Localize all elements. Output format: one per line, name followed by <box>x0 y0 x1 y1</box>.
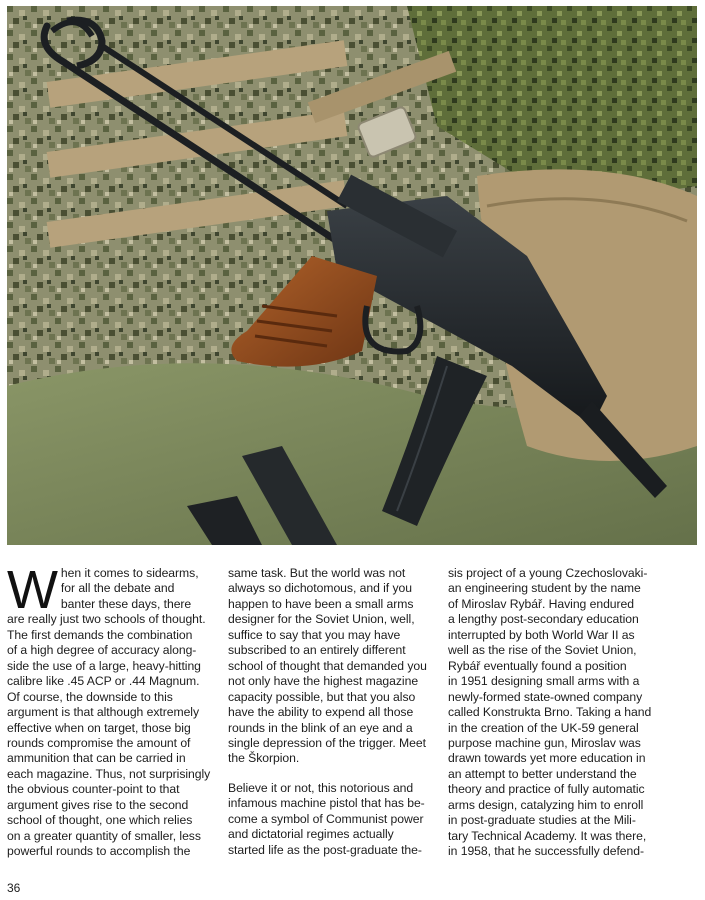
text-line: The first demands the combination <box>7 627 193 642</box>
text-line: powerful rounds to accomplish the <box>7 844 191 859</box>
text-line: rounds compromise the amount of <box>7 735 191 750</box>
text-line: sis project of a young Czechoslovaki- <box>448 566 648 580</box>
text-line: the Škorpion. <box>228 751 300 766</box>
text-line: not only have the highest magazine <box>228 674 419 689</box>
text-line: of Miroslav Rybář. Having endured <box>448 596 634 611</box>
text-line: an engineering student by the name <box>448 581 641 596</box>
text-line: for all the debate and <box>60 581 175 596</box>
text-line: argument gives rise to the second <box>7 797 189 812</box>
text-line: and dictatorial regimes actually <box>228 827 394 842</box>
drop-cap: W <box>7 560 58 620</box>
text-line: arms design, catalyzing him to enroll <box>448 797 644 812</box>
text-line: capacity possible, but that you also <box>228 689 416 704</box>
text-line: tary Technical Academy. It was there, <box>448 828 647 843</box>
text-line: effective when on target, those big <box>7 720 191 735</box>
text-line: in the creation of the UK-59 general <box>448 720 639 735</box>
text-line: ammunition that can be carried in <box>7 751 186 766</box>
text-line: same task. But the world was not <box>228 566 406 580</box>
text-line: subscribed to an entirely different <box>228 643 406 658</box>
photo-illustration <box>7 6 697 545</box>
text-line: school of thought, one which relies <box>7 813 193 828</box>
text-line: argument is that although extremely <box>7 705 200 720</box>
text-line: school of thought that demanded you <box>228 658 427 673</box>
text-line: hen it comes to sidearms, <box>60 566 199 580</box>
text-line: rounds in the blink of an eye and a <box>228 720 413 735</box>
paragraph <box>228 781 438 858</box>
text-line: newly-formed state-owned company <box>448 689 643 704</box>
text-line: in 1958, that he successfully defend- <box>448 844 644 859</box>
text-line: purpose machine gun, Miroslav was <box>448 735 641 750</box>
text-line: have the ability to expend all those <box>228 705 414 720</box>
text-line: Believe it or not, this notorious and <box>228 780 414 795</box>
text-line: an attempt to better understand the <box>448 766 637 781</box>
text-line: come a symbol of Communist power <box>228 811 424 826</box>
hero-photo-skorpion <box>7 6 697 545</box>
text-line: designer for the Soviet Union, well, <box>228 612 415 627</box>
text-line: calibre like .45 ACP or .44 Magnum. <box>7 674 200 689</box>
text-line: Of course, the downside to this <box>7 689 173 704</box>
text-line: in post-graduate studies at the Mili- <box>448 813 636 828</box>
text-line: single depression of the trigger. Meet <box>228 735 426 750</box>
text-line: theory and practice of fully automatic <box>448 782 645 797</box>
text-line: started life as the post-graduate the- <box>228 842 422 857</box>
article-column-2 <box>228 566 438 872</box>
text-line: infamous machine pistol that has be- <box>228 796 425 811</box>
text-line: interrupted by both World War II as <box>448 627 635 642</box>
paragraph <box>228 566 438 767</box>
text-line: in 1951 designing small arms with a <box>448 674 640 689</box>
text-line: on a greater quantity of smaller, less <box>7 828 201 843</box>
text-line: always so dichotomous, and if you <box>228 581 412 596</box>
text-line: are really just two schools of thought. <box>7 612 206 627</box>
text-line: happen to have been a small arms <box>228 596 414 611</box>
article-column-3 <box>448 566 668 860</box>
text-line: banter these days, there <box>60 596 192 611</box>
page-number: 36 <box>7 881 21 895</box>
text-line: the obvious counter-point to that <box>7 782 180 797</box>
text-line: side the use of a large, heavy-hitting <box>7 658 201 673</box>
text-line: each magazine. Thus, not surprisingly <box>7 766 211 781</box>
text-line: suffice to say that you may have <box>228 627 401 642</box>
text-line: a lengthy post-secondary education <box>448 612 639 627</box>
text-line: well as the rise of the Soviet Union, <box>448 643 637 658</box>
text-line: drawn towards yet more education in <box>448 751 646 766</box>
text-line: Rybář eventually found a position <box>448 658 627 673</box>
text-line: of a high degree of accuracy along- <box>7 643 197 658</box>
article-column-1 <box>7 560 217 860</box>
text-line: called Konstrukta Brno. Taking a hand <box>448 705 652 720</box>
